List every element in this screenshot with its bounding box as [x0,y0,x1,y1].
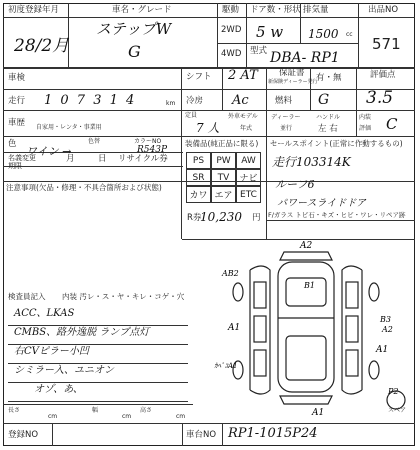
inspector-note-3: 右CVピラー小凹 [14,346,89,357]
inspection-label: 車検 [8,73,26,83]
fuel-value: G [318,92,330,108]
fmc-label: 外車モデル [228,113,258,120]
color-label: 色 [8,139,17,149]
color-value: ワイン → [26,145,72,158]
capacity-value: 7 人 [196,121,220,135]
mark-a2-right: A2 [382,325,393,334]
recycle-value: 10,230 [200,210,242,224]
mileage-label: 走行 [8,96,26,106]
ac-label: 冷房 [186,96,204,106]
sales-point-label: セールスポイント(正常に作動するもの) [270,139,403,148]
interior-label: 内装 [359,114,372,121]
history-options: 自家用・レンタ・事業用 [36,124,102,131]
recycle-ticket-label: リサイクル券 [118,154,168,164]
first-reg-value: 28/2月 [14,36,70,56]
mark-b1: B1 [304,281,315,290]
model-type-value: DBA- RP1 [270,50,340,66]
cc-unit: cc [346,31,353,38]
fmc-sub: 年式 [240,125,253,132]
drive-4wd: 4WD [221,49,242,59]
model-type-label: 型式 [250,46,268,56]
mileage-unit: km [166,100,176,107]
equipment-cell: ナビ [236,169,261,186]
width-unit: cm [122,413,132,420]
mark-a1-bottom: A1 [312,408,325,418]
spare-label: スペア [388,407,407,414]
damage-diagram [200,240,415,420]
name-change-day: 日 [98,154,107,164]
shift-value: 2 AT [228,68,258,83]
warranty-sub: 新保険ディーラー発行 [268,79,318,85]
warranty-value: 有・無 [316,73,342,83]
color-no-label: カラーNO [134,138,162,145]
mark-pillar: ｶﾍﾟｺA1 [214,362,238,370]
equipment-cell: カワ [186,186,211,203]
equipment-cell: SR [186,169,211,186]
mark-ab2: AB2 [222,269,239,278]
chassis-value: RP1-1015P24 [228,426,318,441]
interior-options: 内装 汚レ・ス・ヤ・キレ・コゲ・穴 [62,292,185,301]
displacement-value: 1500 [308,27,339,41]
name-change-label: 名義変更期限 [8,154,36,170]
dealer-label: ディーラー [271,114,301,121]
glass-label: F/ガラス トビ石・キズ・ヒビ・ワレ・リペア跡 [268,211,406,219]
inspector-note-4: シミラー入、ユニオン [14,365,114,376]
name-change-month: 月 [66,154,75,164]
inspector-note-1: ACC、LKAS [14,308,75,319]
equipment-cell: エア [211,186,236,203]
mark-a1-left: A1 [228,323,241,333]
chassis-label: 車台NO [186,430,217,440]
length-label: 長さ [8,407,21,414]
doors-value: 5 w [256,23,284,41]
rating-value: 3.5 [366,88,394,108]
notes-label: 注意事項(欠品・修理・不具合箇所および状態) [6,183,162,192]
ac-value: Ac [232,93,249,108]
width-label: 幅 [92,407,99,414]
reg-no-label: 登録NO [8,430,39,440]
height-label: 高さ [140,407,153,414]
fuel-label: 燃料 [275,96,293,106]
mark-top: A2 [300,241,313,251]
first-reg-label: 初度登録年月 [8,5,60,15]
equipment-cell: PW [211,152,236,169]
interior-value: C [386,115,398,133]
mark-p2: P2 [388,387,399,396]
equipment-cell: TV [211,169,236,186]
height-unit: cm [176,413,186,420]
sales-point-line-1: 走行103314K [272,155,351,169]
mark-b3: B3 [380,315,391,324]
inspector-note-5: オゾ、あ、 [34,384,83,395]
color-no-value: R543P [137,145,168,155]
equipment-label: 装備品(純正品に限る) [185,139,259,148]
interior-sub: 評価 [359,125,372,132]
handle-value: 左 右 [318,124,338,134]
capacity-label: 定員 [185,112,198,119]
car-name-value: ステップW [96,20,172,38]
lot-number: 571 [372,35,401,53]
doors-label: ドア数・形状 [250,5,301,15]
length-unit: cm [48,413,58,420]
lot-label: 出品NO [368,5,399,15]
recycle-label: R券 [187,213,202,223]
handle-label: ハンドル [316,114,341,121]
recycle-yen: 円 [252,213,261,223]
color-change-label: 色替 [88,138,101,145]
drive-2wd: 2WD [221,25,242,35]
drive-label: 駆動 [222,5,240,15]
sales-point-line-3: パワースライドドア [277,198,366,209]
dealer-sub: 並行 [280,125,293,132]
warranty-label: 保証書 [279,68,305,78]
rating-label: 評価点 [370,70,396,80]
equipment-cell: PS [186,152,211,169]
inspector-label: 検査員記入 [8,292,46,301]
grade-value: G [128,42,141,61]
model-grade-label: 車名・グレード [112,5,172,15]
history-label: 車歴 [8,118,26,128]
mark-a1-right: A1 [376,345,389,355]
equipment-cell: ETC [236,186,261,203]
inspector-note-2: CMBS、路外逸脱 ランプ点灯 [14,327,150,338]
displacement-label: 排気量 [303,5,329,15]
mileage-value: 1 0 7 3 1 4 [44,93,137,108]
equipment-cell: AW [236,152,261,169]
sales-point-line-2: ルーフ6 [275,178,315,191]
shift-label: シフト [186,72,212,82]
